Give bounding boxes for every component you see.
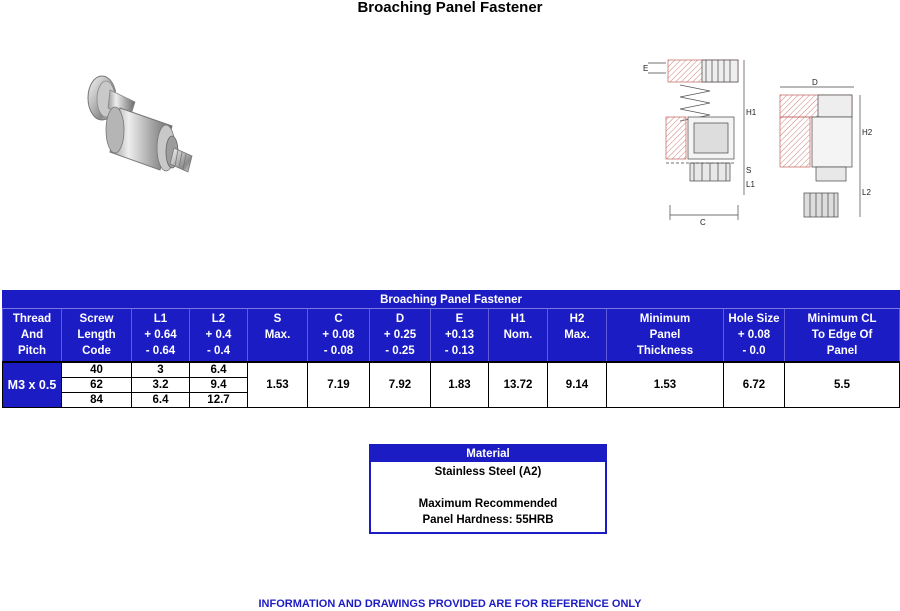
- l2-cell: 6.4: [190, 362, 248, 378]
- column-header-line: Max.: [264, 329, 291, 341]
- column-header-line: + 0.08: [322, 329, 355, 341]
- material-heading: Material: [371, 446, 605, 462]
- column-header-line: + 0.25: [383, 329, 417, 341]
- dim-label-c: C: [700, 218, 706, 227]
- reference-disclaimer: INFORMATION AND DRAWINGS PROVIDED ARE FOR REFERENCE ONLY: [258, 598, 642, 610]
- column-header-line: Nom.: [503, 329, 533, 341]
- column-header-line: [548, 343, 606, 359]
- column-header-line: - 0.25: [385, 345, 415, 357]
- hole-size-cell: 6.72: [724, 362, 785, 408]
- column-header: [370, 309, 431, 363]
- h1-cell: 13.72: [489, 362, 548, 408]
- column-header: [431, 309, 489, 363]
- l1-cell: 6.4: [132, 393, 190, 408]
- dim-label-h2: H2: [862, 128, 873, 137]
- h2-cell: 9.14: [548, 362, 607, 408]
- min-panel-cell: 1.53: [607, 362, 724, 408]
- column-header-line: Hole Size: [728, 313, 780, 325]
- column-header: [62, 309, 132, 363]
- s-cell: 1.53: [248, 362, 308, 408]
- column-header-line: L1: [153, 313, 168, 325]
- column-header: [785, 309, 900, 363]
- material-line: Panel Hardness: 55HRB: [422, 514, 554, 526]
- column-header: [607, 309, 724, 363]
- column-header-line: + 0.64: [144, 329, 177, 341]
- column-header-line: Length: [77, 329, 116, 341]
- l1-cell: 3.2: [132, 378, 190, 393]
- thread-cell: M3 x 0.5: [3, 362, 62, 408]
- technical-drawing: [640, 55, 880, 230]
- table-banner: Broaching Panel Fastener: [3, 291, 900, 309]
- column-header-line: And: [20, 329, 44, 341]
- column-header-line: To Edge Of: [811, 329, 873, 341]
- column-header: [724, 309, 785, 363]
- column-header-line: Thickness: [636, 345, 694, 357]
- column-header-line: D: [395, 313, 405, 325]
- spec-table: [2, 290, 900, 408]
- column-header-line: - 0.0: [742, 345, 766, 357]
- column-header-line: +0.13: [444, 329, 475, 341]
- dim-label-h1: H1: [746, 108, 757, 117]
- fastener-photo: [80, 68, 210, 198]
- column-header-line: L2: [211, 313, 226, 325]
- page-title: Broaching Panel Fastener: [357, 0, 543, 16]
- column-header-line: C: [334, 313, 343, 325]
- column-header-line: Thread: [12, 313, 52, 325]
- column-header-line: - 0.4: [206, 345, 230, 357]
- column-header-line: [248, 343, 307, 359]
- column-header-line: H1: [510, 313, 526, 325]
- column-header: [248, 309, 308, 363]
- column-header-line: + 0.4: [205, 329, 232, 341]
- column-header-line: + 0.08: [737, 329, 771, 341]
- column-header-line: Minimum CL: [807, 313, 877, 325]
- column-header: [190, 309, 248, 363]
- code-cell: 62: [62, 378, 132, 393]
- dim-label-l2: L2: [862, 188, 871, 197]
- l1-cell: 3: [132, 362, 190, 378]
- table-header-row: [3, 309, 900, 363]
- dim-label-e: E: [643, 64, 649, 73]
- column-header-line: Screw: [79, 313, 114, 325]
- material-line: Stainless Steel (A2): [434, 466, 542, 478]
- column-header-line: Minimum: [639, 313, 691, 325]
- l2-cell: 12.7: [190, 393, 248, 408]
- column-header-line: Pitch: [17, 345, 47, 357]
- material-box: [369, 444, 607, 534]
- column-header-line: S: [273, 313, 282, 325]
- e-cell: 1.83: [431, 362, 489, 408]
- min-cl-cell: 5.5: [785, 362, 900, 408]
- table-row: [3, 362, 900, 378]
- column-header-line: Panel: [826, 345, 858, 357]
- column-header-line: H2: [569, 313, 585, 325]
- column-header: [548, 309, 607, 363]
- code-cell: 40: [62, 362, 132, 378]
- column-header-line: - 0.13: [444, 345, 475, 357]
- column-header-line: [489, 343, 547, 359]
- code-cell: 84: [62, 393, 132, 408]
- dim-label-d: D: [812, 78, 818, 87]
- d-cell: 7.92: [370, 362, 431, 408]
- l2-cell: 9.4: [190, 378, 248, 393]
- column-header: [132, 309, 190, 363]
- column-header-line: E: [455, 313, 464, 325]
- material-body: [371, 462, 605, 532]
- c-cell: 7.19: [308, 362, 370, 408]
- column-header-line: - 0.08: [323, 345, 354, 357]
- dim-label-l1: L1: [746, 180, 755, 189]
- column-header: [308, 309, 370, 363]
- column-header-line: - 0.64: [145, 345, 176, 357]
- column-header-line: Panel: [649, 329, 681, 341]
- column-header: [3, 309, 62, 363]
- column-header: [489, 309, 548, 363]
- dim-label-s: S: [746, 166, 752, 175]
- column-header-line: Max.: [564, 329, 590, 341]
- material-line: Maximum Recommended: [418, 498, 558, 510]
- column-header-line: Code: [82, 345, 111, 357]
